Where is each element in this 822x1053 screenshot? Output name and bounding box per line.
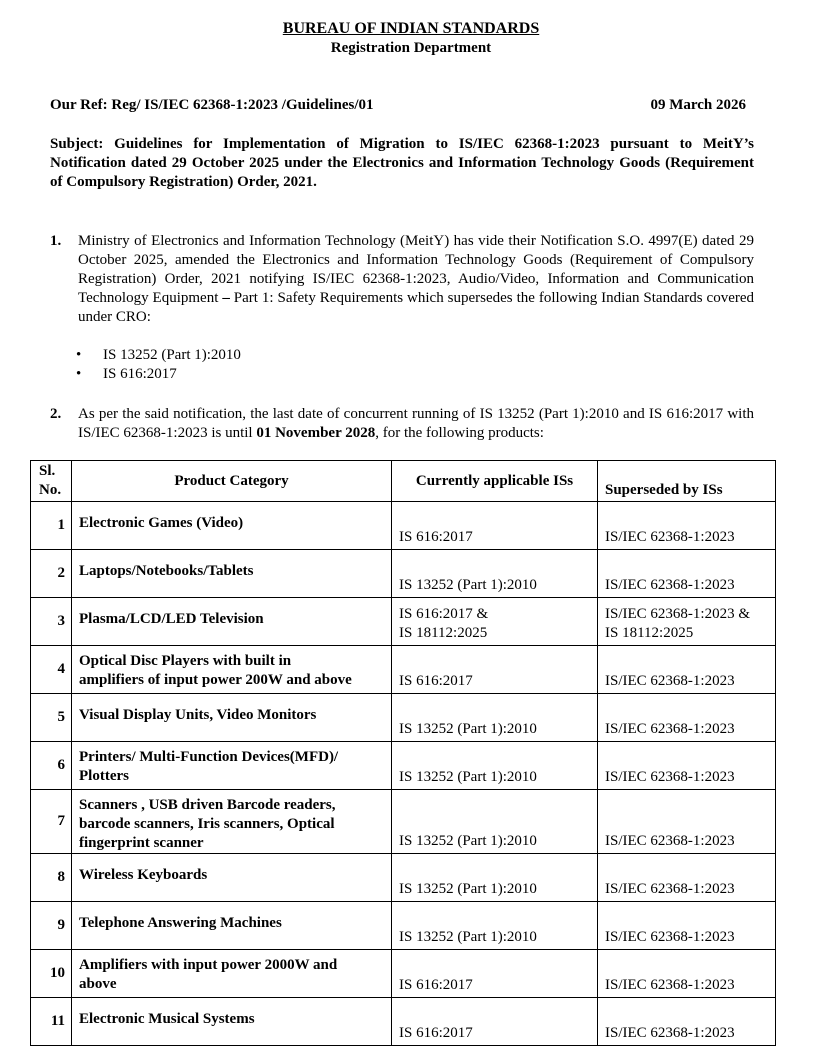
cell-sl-no: 11 <box>31 998 72 1046</box>
cell-line: above <box>79 976 117 992</box>
cell-line: IS 18112:2025 <box>399 625 488 641</box>
paragraph-2 <box>50 405 754 443</box>
cell-line: Telephone Answering Machines <box>79 915 282 931</box>
cell-line: amplifiers of input power 200W and above <box>79 672 352 688</box>
cell-line: IS 616:2017 & <box>399 606 489 622</box>
cell-sl-no: 3 <box>31 598 72 646</box>
cell-line: IS/IEC 62368-1:2023 <box>605 769 735 785</box>
cell-line: fingerprint scanner <box>79 835 204 851</box>
cell-superseded-by <box>598 902 776 950</box>
cell-product-category <box>72 854 392 902</box>
table-row <box>31 646 776 694</box>
table-row <box>31 790 776 854</box>
cell-line: Scanners , USB driven Barcode readers, <box>79 797 336 813</box>
cell-product-category <box>72 550 392 598</box>
cell-line: IS 13252 (Part 1):2010 <box>399 769 537 785</box>
cell-sl-no: 9 <box>31 902 72 950</box>
paragraph-text <box>78 405 754 443</box>
cell-line: IS/IEC 62368-1:2023 & <box>605 606 750 622</box>
cell-sl-no: 6 <box>31 742 72 790</box>
cell-product-category <box>72 790 392 854</box>
cell-line: Printers/ Multi-Function Devices(MFD)/ <box>79 749 339 765</box>
cell-line: IS/IEC 62368-1:2023 <box>605 881 735 897</box>
cell-line: Laptops/Notebooks/Tablets <box>79 563 254 579</box>
table-row <box>31 998 776 1046</box>
cell-line: IS 13252 (Part 1):2010 <box>399 929 537 945</box>
product-table <box>30 460 776 1046</box>
cell-line: Optical Disc Players with built in <box>79 653 292 669</box>
cell-line: Amplifiers with input power 2000W and <box>79 957 338 973</box>
cell-sl-no: 2 <box>31 550 72 598</box>
cell-superseded-by <box>598 646 776 694</box>
paragraph-number: 2. <box>50 406 62 422</box>
cell-product-category <box>72 502 392 550</box>
cell-sl-no: 1 <box>31 502 72 550</box>
header-sl-no: Sl. No. <box>31 461 72 502</box>
cell-product-category <box>72 598 392 646</box>
header-current-is: Currently applicable ISs <box>392 461 598 502</box>
table-row <box>31 742 776 790</box>
table-row <box>31 550 776 598</box>
cell-current-is <box>392 646 598 694</box>
cell-superseded-by <box>598 998 776 1046</box>
cell-line: IS 616:2017 <box>399 529 473 545</box>
organization-name: BUREAU OF INDIAN STANDARDS <box>282 20 540 37</box>
cell-current-is <box>392 790 598 854</box>
reference-number: Our Ref: Reg/ IS/IEC 62368-1:2023 /Guidelines/01 <box>50 97 374 113</box>
cell-line: IS/IEC 62368-1:2023 <box>605 929 735 945</box>
cell-current-is <box>392 854 598 902</box>
cell-current-is <box>392 550 598 598</box>
cell-line: IS 616:2017 <box>399 1025 473 1041</box>
cell-line: IS 616:2017 <box>399 673 473 689</box>
cell-line: IS/IEC 62368-1:2023 <box>605 977 735 993</box>
cell-line: IS/IEC 62368-1:2023 <box>605 833 735 849</box>
department-title: Registration Department <box>330 40 492 56</box>
table-row <box>31 694 776 742</box>
list-item: • IS 13252 (Part 1):2010 <box>76 346 241 365</box>
cell-line: IS 13252 (Part 1):2010 <box>399 721 537 737</box>
cell-sl-no: 8 <box>31 854 72 902</box>
table-row <box>31 902 776 950</box>
cell-superseded-by <box>598 790 776 854</box>
cell-current-is <box>392 502 598 550</box>
cell-current-is <box>392 694 598 742</box>
cell-sl-no: 5 <box>31 694 72 742</box>
cell-line: IS 13252 (Part 1):2010 <box>399 577 537 593</box>
text: Ministry of Electronics and Information Technology (MeitY) has vide their Notification S.O. 4997(E) dated 29 October 2025, amended the Electronics and Information Technology Goods (Requirement of Compulsory Registration) Order, 2021 notifying IS/IEC 62368-1:2023, Audio/Video, Information and Communication Technology Equipment <box>78 233 754 306</box>
cell-line: IS/IEC 62368-1:2023 <box>605 577 735 593</box>
cell-line: IS/IEC 62368-1:2023 <box>605 1025 735 1041</box>
cell-current-is <box>392 742 598 790</box>
cell-line: IS/IEC 62368-1:2023 <box>605 673 735 689</box>
cell-line: Visual Display Units, Video Monitors <box>79 707 317 723</box>
cell-current-is <box>392 998 598 1046</box>
cell-line: Wireless Keyboards <box>79 867 208 883</box>
list-item: • IS 616:2017 <box>76 365 241 384</box>
cell-line: IS 18112:2025 <box>605 625 694 641</box>
cell-product-category <box>72 902 392 950</box>
organization-title <box>0 20 822 38</box>
table-row <box>31 598 776 646</box>
paragraph-text <box>78 232 754 327</box>
table-row <box>31 502 776 550</box>
cell-product-category <box>72 950 392 998</box>
cell-line: IS 616:2017 <box>399 977 473 993</box>
cell-sl-no: 10 <box>31 950 72 998</box>
table-row <box>31 854 776 902</box>
cell-superseded-by <box>598 550 776 598</box>
cell-line: IS/IEC 62368-1:2023 <box>605 529 735 545</box>
dash: – <box>222 290 230 306</box>
cell-product-category <box>72 998 392 1046</box>
header-superseded-by: Superseded by ISs <box>598 461 776 502</box>
cell-superseded-by <box>598 502 776 550</box>
text: As per the said notification, the last date of concurrent running of IS 13252 (Part 1):2010 and IS 616:2017 with IS/IEC 62368-1:2023 is until <box>78 406 754 441</box>
subject: Subject: Guidelines for Implementation of Migration to IS/IEC 62368-1:2023 pursuant to MeitY’s Notification dated 29 October 2025 under the Electronics and Information Technology Goods (Requirement of Compulsory Registration) Order, 2021. <box>50 136 754 190</box>
cell-line: Electronic Games (Video) <box>79 515 244 531</box>
cell-current-is <box>392 902 598 950</box>
cell-product-category <box>72 694 392 742</box>
cell-sl-no: 4 <box>31 646 72 694</box>
cell-line: Electronic Musical Systems <box>79 1011 255 1027</box>
cell-current-is <box>392 598 598 646</box>
cell-line: barcode scanners, Iris scanners, Optical <box>79 816 335 832</box>
document-date: 09 March 2026 <box>650 97 746 113</box>
text: , for the following products: <box>375 425 544 441</box>
table-row <box>31 950 776 998</box>
superseded-standards-list <box>76 346 241 384</box>
table-header-row <box>31 461 776 502</box>
paragraph-number: 1. <box>50 233 62 249</box>
deadline-date: 01 November 2028 <box>256 425 376 441</box>
cell-product-category <box>72 742 392 790</box>
cell-superseded-by <box>598 950 776 998</box>
cell-line: IS/IEC 62368-1:2023 <box>605 721 735 737</box>
paragraph-1 <box>50 232 754 327</box>
cell-line: Plotters <box>79 768 129 784</box>
cell-superseded-by <box>598 742 776 790</box>
cell-superseded-by <box>598 598 776 646</box>
cell-sl-no: 7 <box>31 790 72 854</box>
header-product-category: Product Category <box>72 461 392 502</box>
cell-line: IS 13252 (Part 1):2010 <box>399 833 537 849</box>
cell-product-category <box>72 646 392 694</box>
cell-superseded-by <box>598 854 776 902</box>
cell-superseded-by <box>598 694 776 742</box>
cell-line: Plasma/LCD/LED Television <box>79 611 264 627</box>
cell-line: IS 13252 (Part 1):2010 <box>399 881 537 897</box>
cell-current-is <box>392 950 598 998</box>
text: Part 1: Safety Requirements which supersedes the following Indian Standards covered under CRO: <box>78 290 755 325</box>
